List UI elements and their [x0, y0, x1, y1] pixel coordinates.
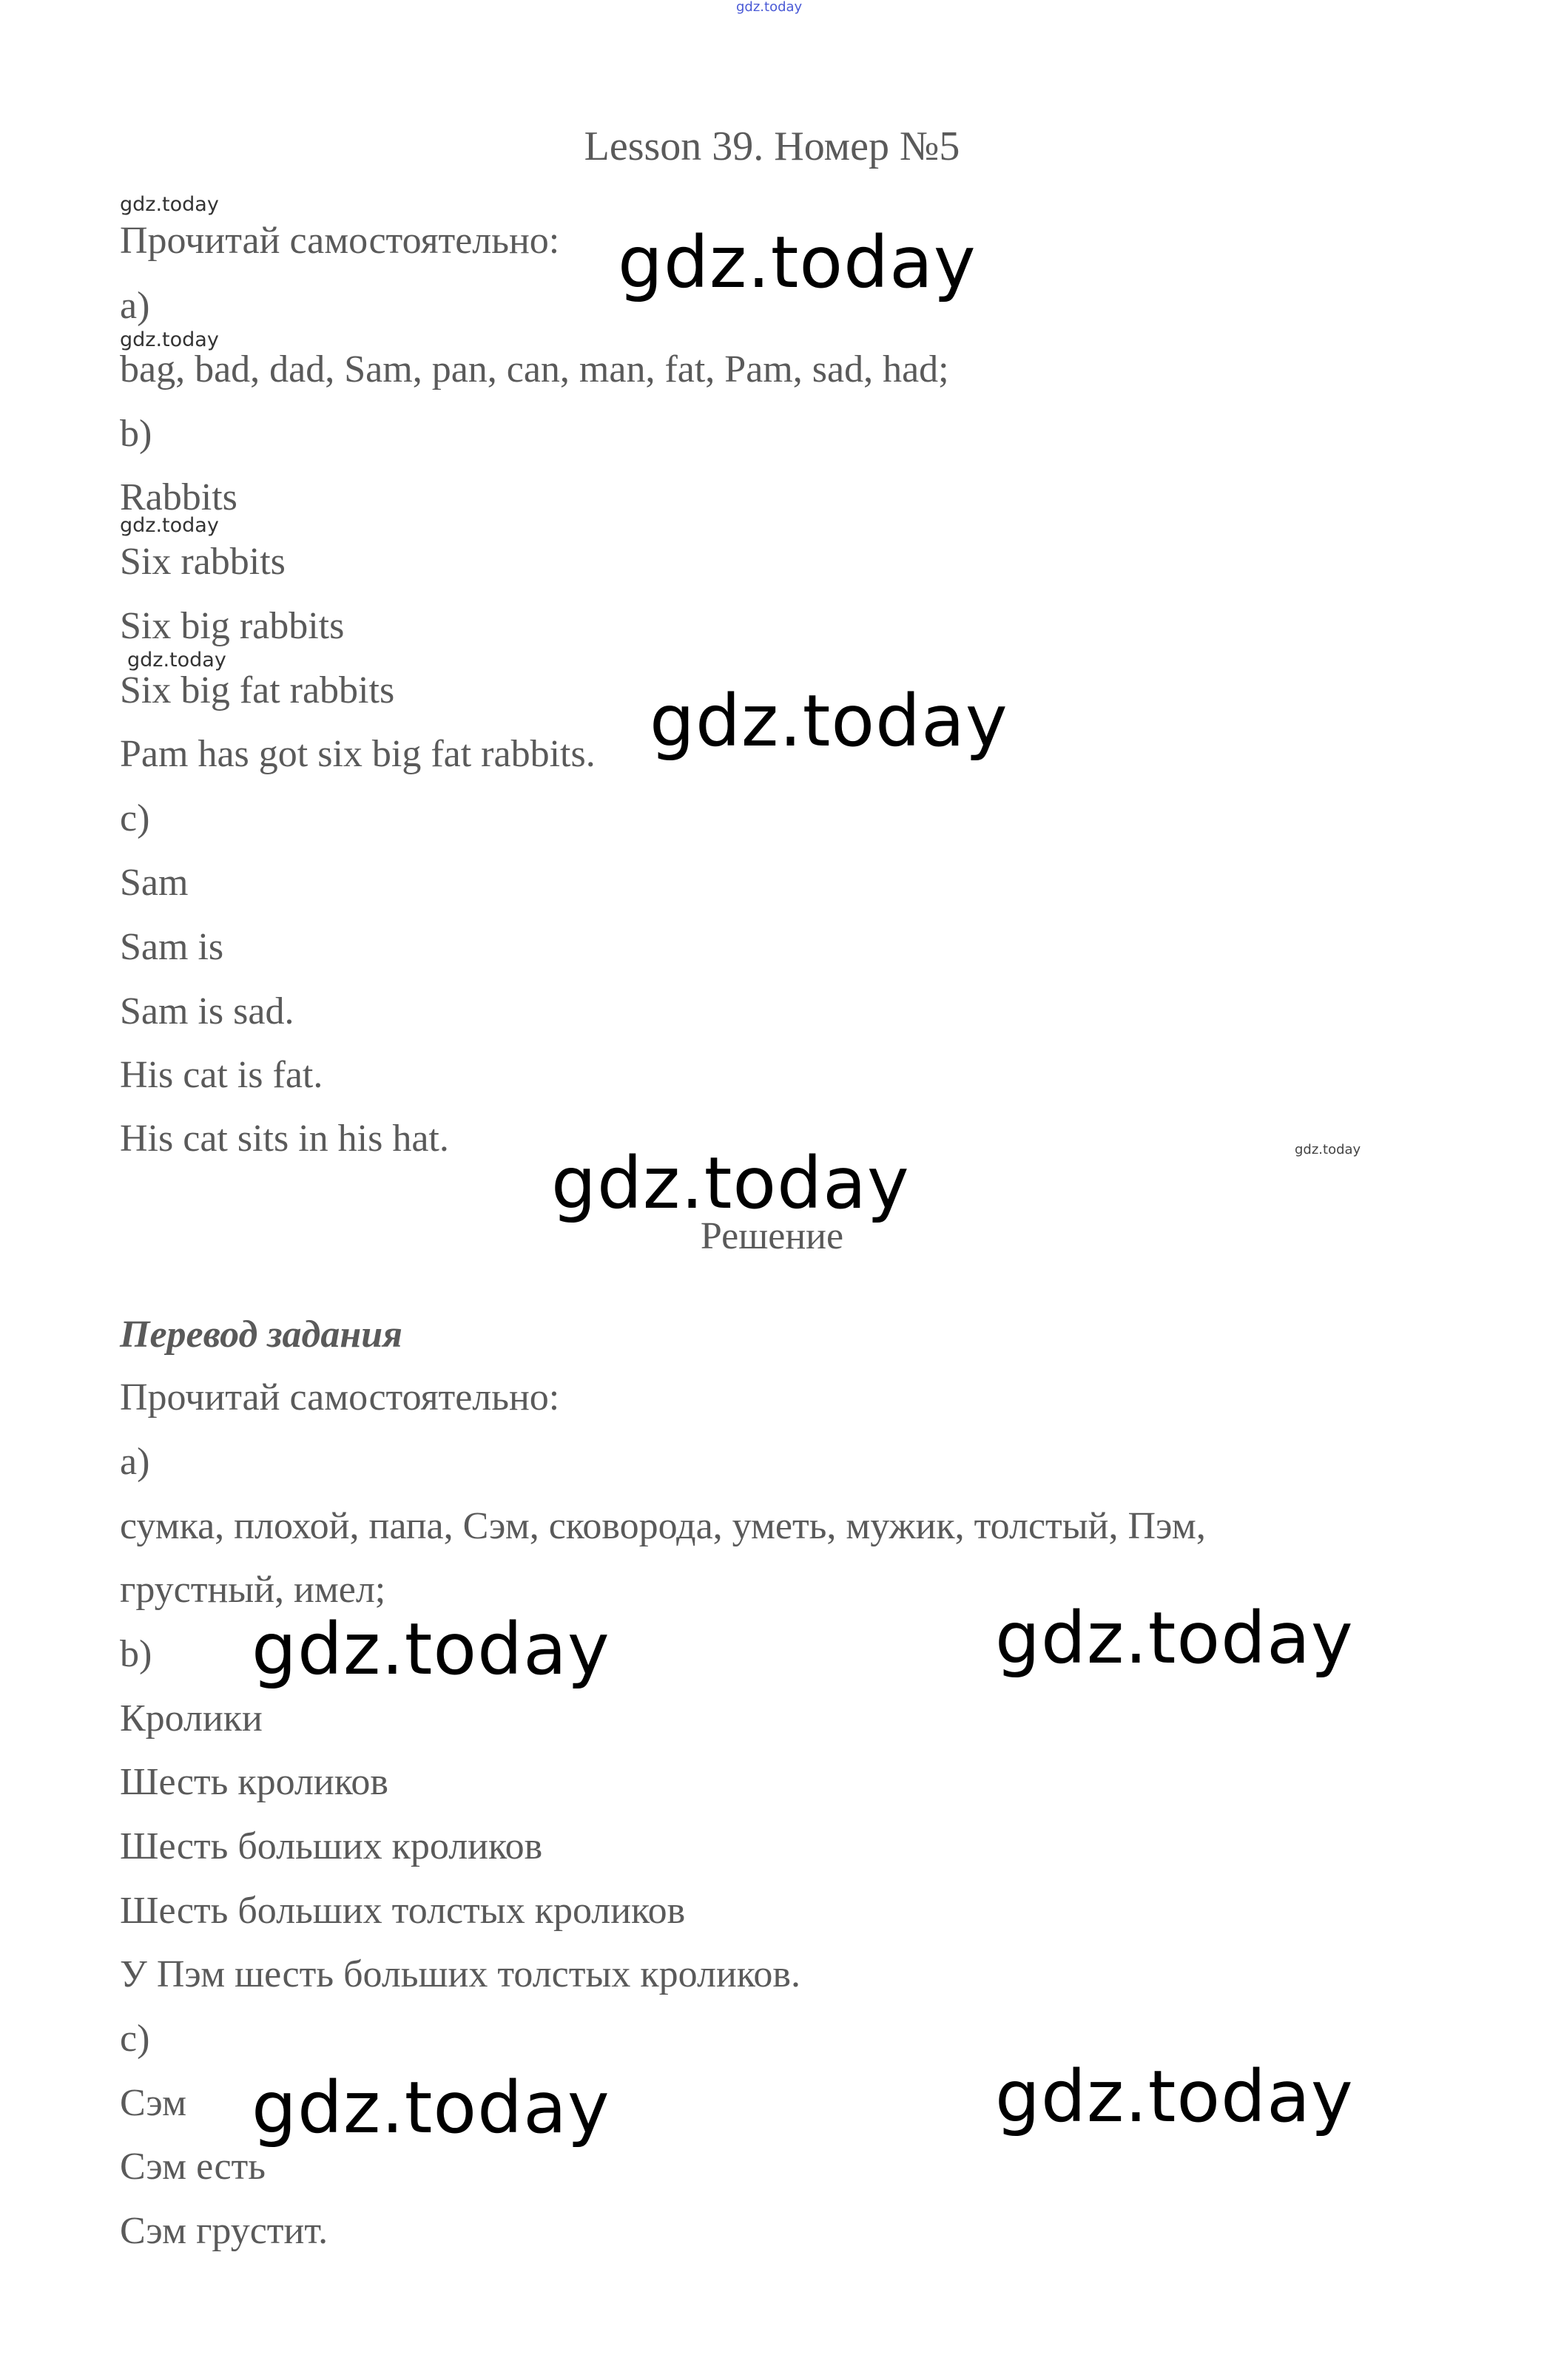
small-watermark: gdz.today	[120, 328, 219, 351]
side-watermark: gdz.today	[1295, 1142, 1361, 1157]
translation-c-line: Сэм	[120, 2082, 187, 2124]
small-watermark: gdz.today	[120, 193, 219, 216]
big-watermark: gdz.today	[551, 1142, 910, 1225]
task-b-line: Six big fat rabbits	[120, 669, 395, 711]
translation-intro: Прочитай самостоятельно:	[120, 1376, 560, 1419]
top-watermark: gdz.today	[736, 0, 803, 15]
translation-b-line: У Пэм шесть больших толстых кроликов.	[120, 1953, 800, 1995]
task-b-label: b)	[120, 413, 152, 455]
translation-a-words: сумка, плохой, папа, Сэм, сковорода, уметь, мужик, толстый, Пэм,	[120, 1505, 1206, 1547]
big-watermark: gdz.today	[995, 2055, 1354, 2138]
translation-a-words: грустный, имел;	[120, 1569, 386, 1611]
solution-label: Решение	[700, 1215, 844, 1257]
translation-c-label: c)	[120, 2018, 150, 2060]
translation-b-line: Кролики	[120, 1697, 263, 1740]
translation-c-line: Сэм есть	[120, 2146, 266, 2188]
small-watermark: gdz.today	[120, 514, 219, 537]
task-c-line: Sam	[120, 862, 189, 904]
task-b-line: Pam has got six big fat rabbits.	[120, 733, 596, 775]
translation-b-label: b)	[120, 1633, 152, 1675]
big-watermark: gdz.today	[618, 221, 977, 304]
task-c-line: His cat is fat.	[120, 1054, 323, 1096]
task-b-line: Six big rabbits	[120, 605, 345, 647]
big-watermark: gdz.today	[252, 2066, 610, 2149]
task-c-line: Sam is	[120, 926, 224, 968]
translation-b-line: Шесть кроликов	[120, 1761, 388, 1803]
big-watermark: gdz.today	[252, 1608, 610, 1691]
small-watermark: gdz.today	[127, 649, 226, 672]
translation-b-line: Шесть больших кроликов	[120, 1825, 543, 1867]
translation-a-label: a)	[120, 1441, 150, 1483]
translation-b-line: Шесть больших толстых кроликов	[120, 1890, 686, 1932]
task-b-line: Rabbits	[120, 476, 237, 518]
translation-c-line: Сэм грустит.	[120, 2210, 328, 2252]
big-watermark: gdz.today	[995, 1597, 1354, 1680]
task-c-line: Sam is sad.	[120, 990, 294, 1032]
task-b-line: Six rabbits	[120, 541, 286, 583]
task-c-label: c)	[120, 797, 150, 839]
translation-heading: Перевод задания	[120, 1314, 402, 1356]
task-c-line: His cat sits in his hat.	[120, 1118, 449, 1160]
task-intro: Прочитай самостоятельно:	[120, 220, 560, 262]
big-watermark: gdz.today	[650, 680, 1008, 763]
task-a-words: bag, bad, dad, Sam, pan, can, man, fat, Pam, sad, had;	[120, 348, 949, 391]
page-title: Lesson 39. Номер №5	[584, 124, 960, 169]
task-a-label: a)	[120, 285, 150, 327]
